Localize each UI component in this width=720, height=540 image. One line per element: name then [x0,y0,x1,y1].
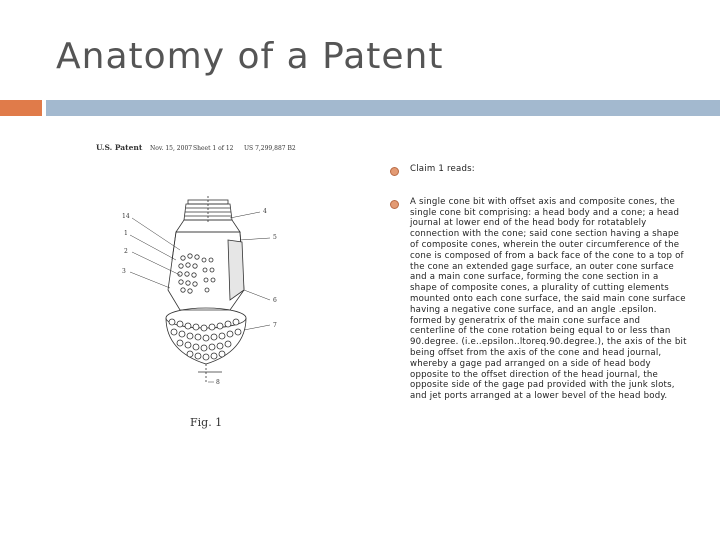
bullet-text: A single cone bit with offset axis and composite cones, the single cone bit comprising: a head body and a cone; a head journal at lower end of the head body for rotatablely connection with the cone; said cone section having a shape of composite cones, wherein the outer circumference of the cone is composed of from a back face of the cone to a top of the cone an extended gage surface, an outer cone surface and a main cone surface, forming the cone section in a shape of composite cones, a plurality of cutting elements mounted onto each cone surface, the said main cone surface having a negative cone surface, and an angle .epsilon. formed by generatrix of the main cone surface and centerline of the cone rotation being equal to or less than 90.degree. (i.e..epsilon..ltoreq.90.degree.), the axis of the bit being offset from the axis of the cone and head journal, whereby a gage pad arranged on a side of head body opposite to the offset direction of the head journal, the opposite side of the gage pad provided with the junk slots, and jet ports arranged at a lower bevel of the head body. [410,196,687,402]
ref-numeral-3: 3 [122,268,126,275]
bullet-item [388,197,688,402]
bullet-item [388,164,688,175]
patent-sheet-header [96,143,336,157]
ref-numeral-1: 1 [124,230,128,237]
bullet-dot-icon [390,200,399,209]
patent-label: U.S. Patent [96,143,143,152]
claim-bullets [388,164,688,424]
patent-figure [80,140,330,440]
slide-title: Anatomy of a Patent [56,36,444,77]
ref-numeral-4: 4 [263,208,267,215]
gage-inserts [178,254,215,293]
patent-number: US 7,299,887 B2 [244,145,296,152]
patent-sheet: Sheet 1 of 12 [193,145,234,152]
patent-date: Nov. 15, 2007 [150,145,193,152]
title-rule-accent [0,100,42,116]
title-rule-accent-bar [0,100,42,116]
ref-numeral-5: 5 [273,234,277,241]
ref-numeral-8: 8 [216,379,220,386]
ref-numeral-6: 6 [273,297,277,304]
figure-caption: Fig. 1 [190,416,223,429]
title-rule [46,100,720,116]
bullet-text: Claim 1 reads: [410,164,475,174]
title-rule-bar [46,100,720,116]
threaded-pin [184,196,232,222]
ref-numeral-7: 7 [273,322,277,329]
drill-bit-drawing [80,160,330,430]
cutting-cone [166,308,246,364]
bullet-dot-icon [390,167,399,176]
ref-numeral-2: 2 [124,248,128,255]
ref-numeral-14: 14 [122,213,130,220]
